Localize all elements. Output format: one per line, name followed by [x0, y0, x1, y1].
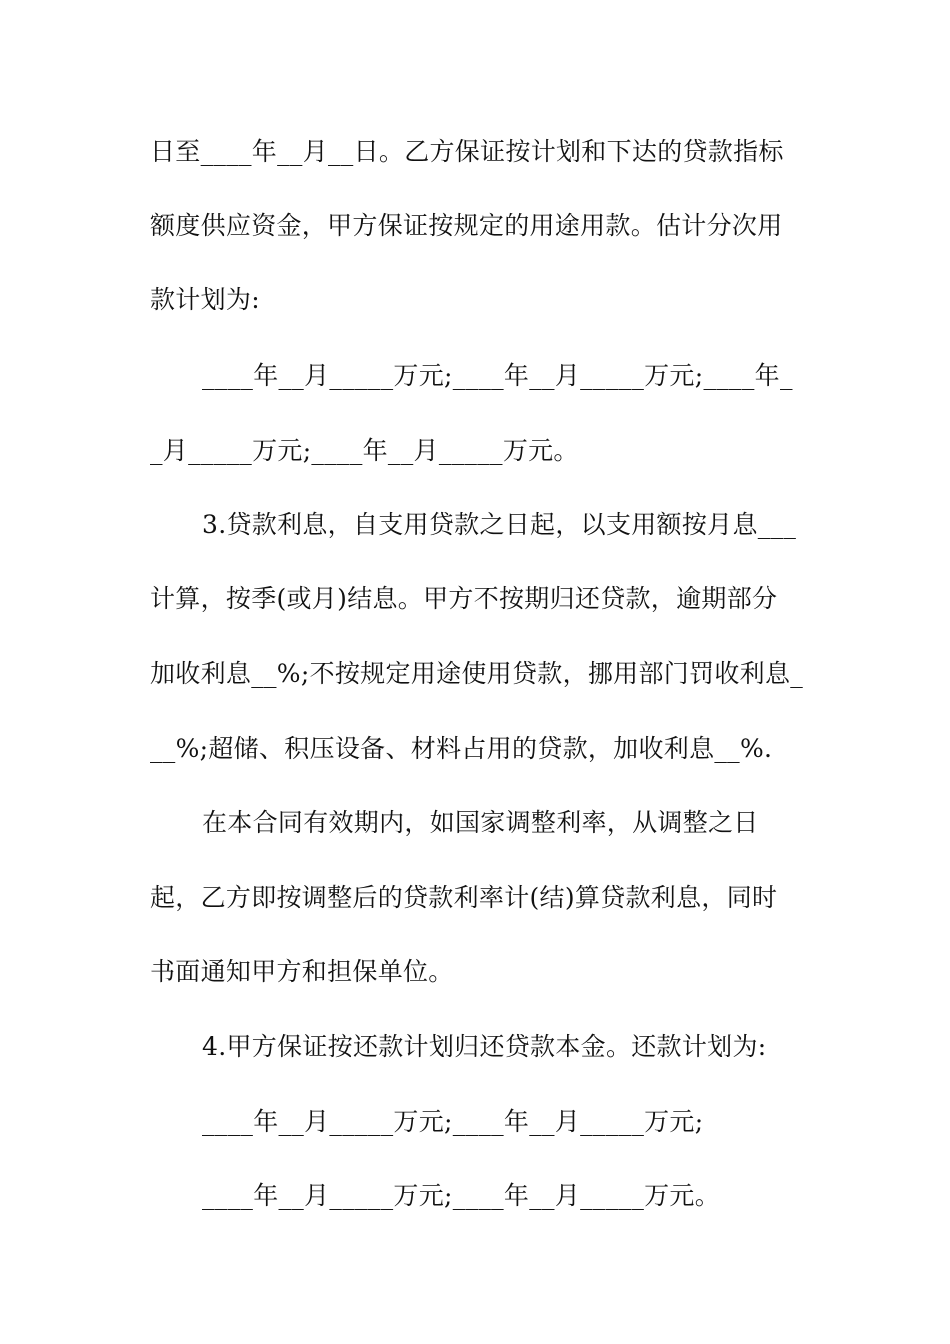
text-line: 计算，按季(或月)结息。甲方不按期归还贷款，逾期部分 [150, 584, 778, 613]
text-line: ____年__月_____万元;____年__月_____万元;____年_ [202, 361, 793, 390]
text-line: _月_____万元;____年__月_____万元。 [150, 436, 579, 465]
text-line: 书面通知甲方和担保单位。 [150, 957, 454, 986]
text-line: 日至____年__月__日。乙方保证按计划和下达的贷款指标 [150, 137, 784, 166]
text-line: 起，乙方即按调整后的贷款利率计(结)算贷款利息，同时 [150, 883, 778, 912]
text-line: 额度供应资金，甲方保证按规定的用途用款。估计分次用 [150, 211, 783, 240]
text-line: 在本合同有效期内，如国家调整利率，从调整之日 [202, 808, 759, 837]
text-line: 加收利息__%;不按规定用途使用贷款，挪用部门罚收利息_ [150, 659, 804, 688]
text-line: 款计划为: [150, 285, 260, 314]
text-line: 3.贷款利息，自支用贷款之日起，以支用额按月息___ [202, 510, 797, 539]
text-line: __%;超储、积压设备、材料占用的贷款，加收利息__%. [150, 734, 773, 763]
text-line: 4.甲方保证按还款计划归还贷款本金。还款计划为: [202, 1032, 767, 1061]
text-line: ____年__月_____万元;____年__月_____万元。 [202, 1181, 721, 1210]
text-line: ____年__月_____万元;____年__月_____万元; [202, 1107, 704, 1136]
